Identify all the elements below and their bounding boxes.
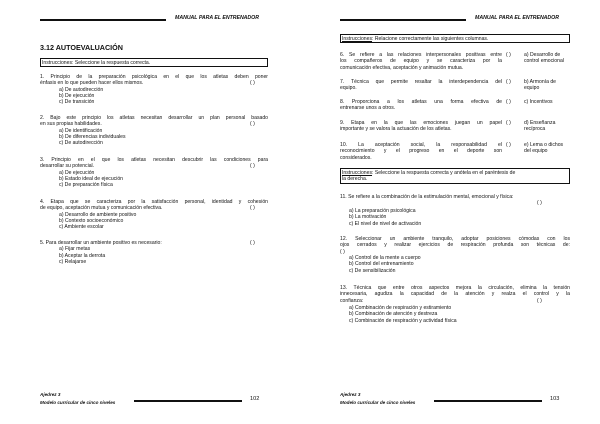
- question-7-line-1: 7. Técnica que permite resaltar la interdependencia del: [340, 79, 502, 85]
- question-9-line-2: importante y se valora la actuación de los atletas.: [340, 126, 452, 133]
- question-10-line-2: reconocimiento y el progreso en el deporte son: [340, 148, 502, 155]
- question-9-blank: ( ): [506, 120, 511, 126]
- question-6-line-3: comunicación efectiva, aceptación y animación mutua.: [340, 64, 464, 71]
- footer-title: Ajedrez 3: [340, 392, 361, 397]
- question-5-blank: ( ): [250, 240, 255, 246]
- question-13-line-3: confianza:: [340, 297, 364, 304]
- question-12-line-1: 12. Seleccionar un ambiente tranquilo, adoptar posiciones cómodas con los: [340, 236, 570, 242]
- question-13-option-b: b) Combinación de atención y destreza: [349, 311, 438, 318]
- question-13-option-c: c) Combinación de respiración y actividad física: [349, 317, 457, 324]
- question-3-option-c: c) De preparación física: [59, 182, 113, 189]
- header-rule: [340, 19, 466, 21]
- question-11-option-c: c) El nivel de nivel de activación: [349, 220, 422, 227]
- instructions-2-label: Instrucciones: [342, 169, 373, 176]
- question-3-line-1: 3. Principio en el que los atletas necesitan descubrir las condiciones para: [40, 157, 268, 163]
- question-1-blank: ( ): [250, 80, 255, 87]
- answer-b-line-1: b) Armonía de: [524, 79, 556, 85]
- question-4-option-c: c) Ambiente escolar: [59, 224, 104, 231]
- question-11-option-a: a) La preparación psicológica: [349, 208, 416, 214]
- answer-b-line-2: equipo: [524, 85, 540, 92]
- question-3-line-2: desarrollar su potencial.: [40, 163, 95, 170]
- question-3-option-a: a) De ejecución: [59, 169, 95, 176]
- question-6-line-1: 6. Se refiere a las relaciones interpersonales positivas entre: [340, 52, 502, 58]
- question-4-option-b: b) Contexto socioeconómico: [59, 217, 124, 224]
- question-12-option-c: c) De sensibilización: [349, 267, 396, 274]
- question-10-line-3: considerados.: [340, 154, 372, 161]
- question-11-line-1: 11. Se refiere a la combinación de la estimulación mental, emocional y física:: [340, 194, 514, 200]
- question-8-line-1: 8. Proporciona a los atletas una forma efectiva de: [340, 99, 502, 105]
- question-3-blank: ( ): [250, 163, 255, 170]
- answer-d-line-2: recíproca: [524, 126, 546, 133]
- question-12-option-a: a) Control de la mente a cuerpo: [349, 255, 421, 261]
- answer-e-line-2: del equipo: [524, 148, 548, 155]
- answer-d-line-1: d) Enseñanza: [524, 120, 556, 126]
- running-header: MANUAL PARA EL ENTRENADOR: [175, 15, 259, 21]
- question-2-option-c: c) De autodirección: [59, 140, 103, 147]
- page-number: 103: [550, 396, 560, 402]
- question-9-line-1: 9. Etapa en la que las emociones juegan un papel: [340, 120, 502, 126]
- instructions-text: Instrucciones: Seleccione la respuesta correcta.: [42, 59, 151, 66]
- question-3-option-b: b) Estado ideal de ejecución: [59, 175, 123, 182]
- question-8-line-2: entrenarse unos a otros.: [340, 105, 396, 112]
- question-10-line-1: 10. La aceptación social, la responsabilidad el: [340, 142, 502, 148]
- question-1-option-a: a) De autodirección: [59, 86, 104, 93]
- footer-title: Ajedrez 3: [40, 392, 61, 397]
- footer-rule: [134, 400, 242, 402]
- instructions-text: [342, 36, 488, 42]
- question-12-blank: ( ): [340, 248, 345, 255]
- question-5-option-c: c) Relajarse: [59, 258, 87, 265]
- answer-c-line-1: c) Incentivos: [524, 99, 553, 105]
- question-13-option-a: a) Combinación de respiración y estiramiento: [349, 305, 452, 311]
- question-2-option-b: b) De diferencias individuales: [59, 133, 126, 140]
- question-12-option-b: b) Control del entrenamiento: [349, 261, 414, 268]
- question-1-line-2: énfasis en lo que pueden hacer ellos mismos.: [40, 80, 144, 87]
- question-2-line-1: 2. Bajo este principio los atletas necesitan desarrollar un plan personal basado: [40, 115, 268, 121]
- question-4-line-1: 4. Etapa que se caracteriza por la satisfacción personal, identidad y cohesión: [40, 199, 268, 205]
- question-7-blank: ( ): [506, 79, 511, 85]
- instructions-2-line-2: la derecha.: [342, 175, 368, 182]
- question-2-line-2: en sus propias habilidades.: [40, 121, 102, 128]
- question-1-option-b: b) De ejecución: [59, 92, 95, 99]
- footer-subtitle: Modelo curricular de cinco niveles: [340, 400, 416, 405]
- answer-a-line-2: control emocional: [524, 58, 564, 65]
- question-13-line-2: innecesaria, agudiza la capacidad de la atención y realza el control y la: [340, 291, 570, 298]
- question-2-blank: ( ): [250, 121, 255, 128]
- question-4-line-2: de equipo, aceptación mutua y comunicación efectiva.: [40, 205, 163, 212]
- answer-a-line-1: a) Desarrollo de: [524, 52, 561, 58]
- question-7-line-2: equipo.: [340, 85, 357, 92]
- question-11-option-b: b) La motivación: [349, 214, 387, 221]
- question-13-blank: ( ): [537, 297, 542, 304]
- section-title: 3.12 AUTOEVALUACIÓN: [40, 43, 123, 52]
- question-6-blank: ( ): [506, 52, 511, 58]
- question-1-option-c: c) De transición: [59, 99, 95, 106]
- question-6-line-2: los compañeros de equipo y se caracteriza por la: [340, 58, 502, 65]
- running-header: MANUAL PARA EL ENTRENADOR: [475, 15, 559, 21]
- question-4-option-a: a) Desarrollo de ambiente positivo: [59, 211, 137, 218]
- question-4-blank: ( ): [250, 205, 255, 212]
- instructions-2-line-1: [342, 170, 515, 176]
- right-page: [300, 0, 600, 424]
- question-8-blank: ( ): [506, 99, 511, 105]
- footer-rule: [434, 400, 542, 402]
- question-2-option-a: a) De identificación: [59, 127, 103, 134]
- question-5-option-a: a) Fijar metas: [59, 246, 91, 253]
- question-5-option-b: b) Aceptar la derrota: [59, 252, 106, 259]
- instructions-label: Instrucciones: [342, 35, 373, 42]
- question-12-line-2: ojos cerrados y realizar ejercicios de respiración profunda son técnicas de:: [340, 242, 570, 249]
- page-number: 102: [250, 396, 260, 402]
- question-1-line-1: 1. Principio de la preparación psicológica en el que los atletas deben poner: [40, 74, 268, 80]
- instructions-body: : Relacione correctamente las siguientes columnas.: [372, 35, 489, 42]
- answer-e-line-1: e) Lema o dichos: [524, 142, 564, 148]
- question-10-blank: ( ): [506, 142, 511, 148]
- header-rule: [40, 19, 166, 21]
- question-5-line-1: 5. Para desarrollar un ambiente positivo es necesario:: [40, 240, 162, 246]
- question-11-blank: ( ): [537, 200, 542, 207]
- question-13-line-1: 13. Técnica que entre otros aspectos mejora la circulación, elimina la tensión: [340, 285, 570, 291]
- footer-subtitle: Modelo curricular de cinco niveles: [40, 400, 116, 405]
- instructions-2-body: : Seleccione la respuesta correcta y anótela en el paréntesis de: [372, 169, 516, 176]
